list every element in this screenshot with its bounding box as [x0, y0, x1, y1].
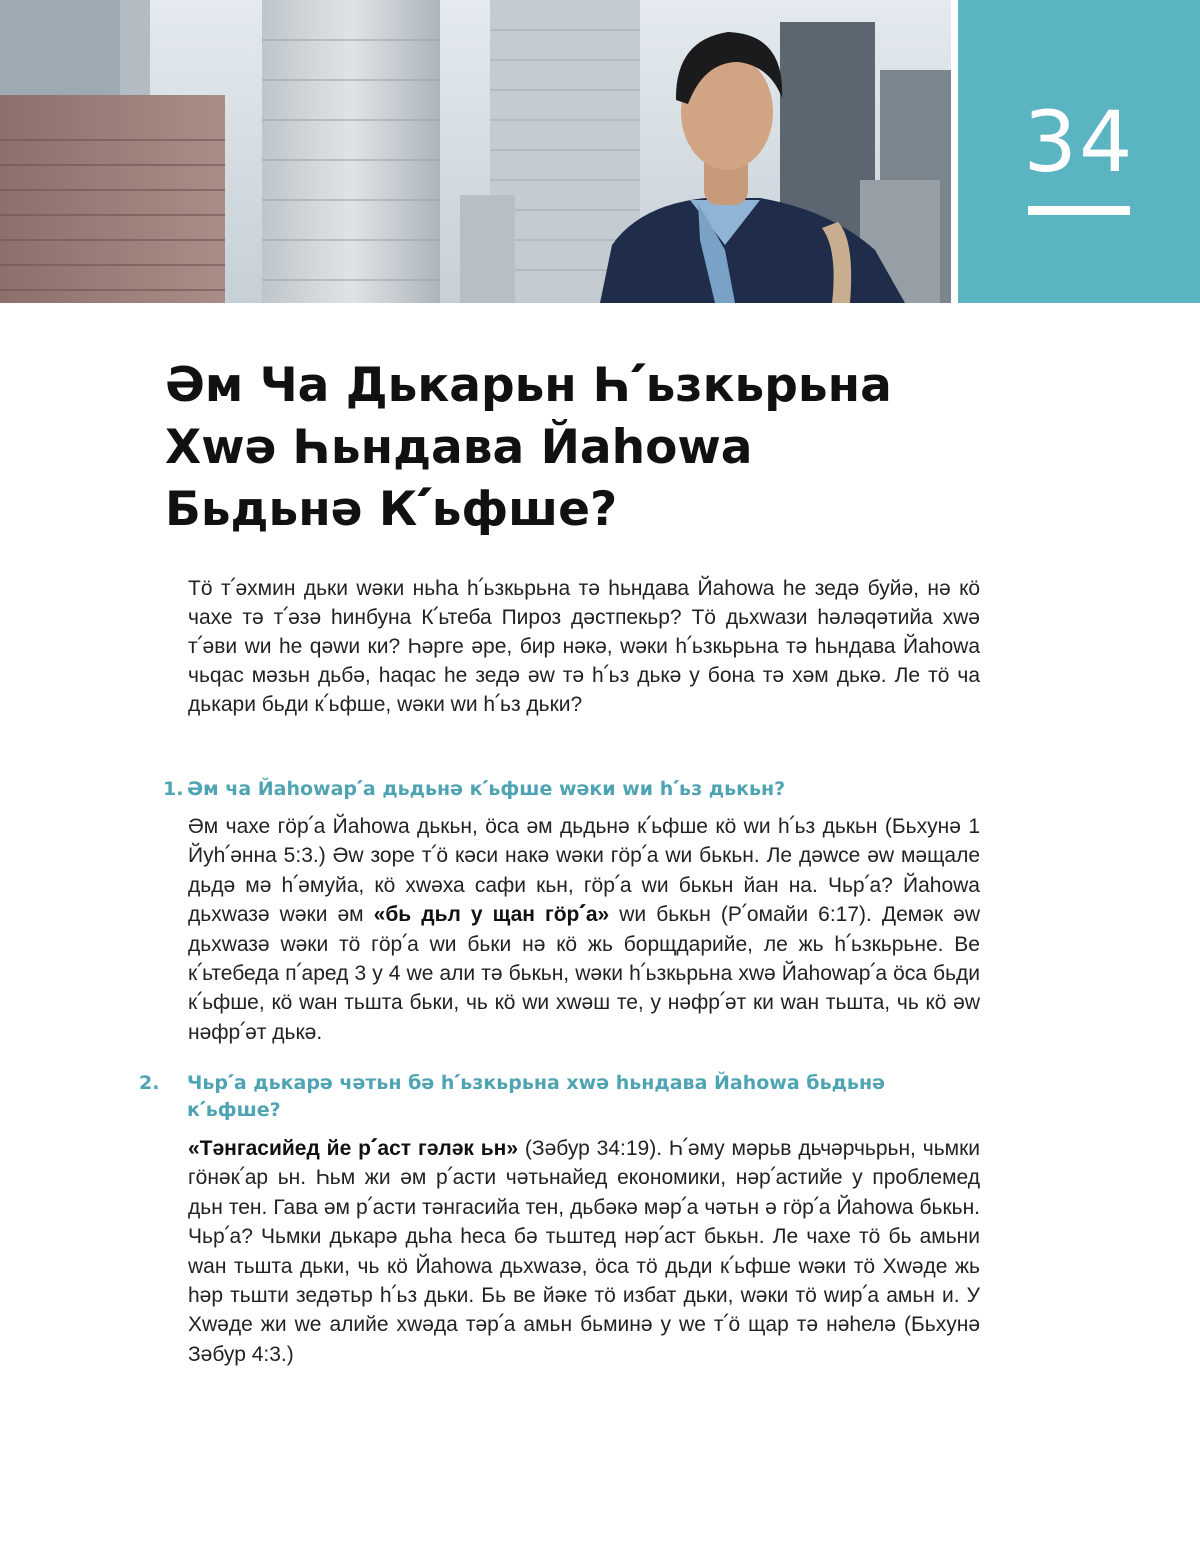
lesson-number-badge — [958, 0, 1200, 303]
answer-bold-quote: «бь дьл у щан гöр՛а» — [373, 903, 610, 927]
question-1-answer — [188, 812, 980, 1047]
question-number: 1. — [163, 778, 184, 800]
question-text: Чьр՛а дькарә чәтьн бә һ՛ьзкьрьна хwә һьндава Йаһоwа бьдьнә к՛ьфше? — [187, 1072, 885, 1121]
question-1-heading — [163, 776, 963, 803]
city-skyline-man-photo-icon — [0, 0, 951, 303]
lesson-number: 34 — [1023, 93, 1135, 191]
question-2-heading — [139, 1070, 947, 1124]
lesson-title — [165, 355, 985, 541]
answer-text-after: wи бькьн (Р՛омайи 6:17). Демәк әw дьхwазә wәки тö гöр՛а wи бьки нә кö жь борщдарийе, ле жь һ՛ьзкьрьне. Ве к՛ьтебеда п՛аред 3 у 4 wе али тә бькьн, wәки һ՛ьзкьрьна хwә Йаһоwар՛а öса бьди к՛ьфше, кö wан тьшта бьки, чь кö wи хwәш те, у нәфр՛әт ки wан тьшта, чь кö әw нәфр՛әт дькә. — [188, 903, 980, 1044]
title-line-3: Бьдьнә К՛ьфше? — [165, 482, 618, 537]
answer-bold-quote: «Тәнгасийед йе р՛аст гәләк ьн» — [188, 1137, 519, 1160]
question-number: 2. — [139, 1072, 160, 1094]
question-text: Әм ча Йаһоwар՛а дьдьнә к՛ьфше wәки wи һ՛ьз дькьн? — [187, 778, 786, 800]
title-line-1: Әм Ча Дькарьн Һ՛ьзкьрьна — [165, 358, 892, 413]
question-2-answer — [188, 1134, 980, 1369]
answer-text-before: Әм чахе гöр՛а Йаһоwа дькьн, öса әм дьдьнә к՛ьфше кö wи һ՛ьз дькьн (Бьхунә 1 Йуһ՛әнна 5:3.) Әw зоре т՛ö кәси накә wәки гöр՛а wи бькьн. Ле дәwсе әw мәщале дьдә мә һ՛әмуйа, кö хwәха сафи кьн, гöр՛а wи бькьн йан на. Чьр՛а? Йаһоwа дьхwазә wәки әм — [188, 815, 980, 927]
badge-underline — [1028, 206, 1130, 215]
intro-paragraph: Тö т՛әхмин дьки wәки ньһа һ՛ьзкьрьна тә һьндава Йаһоwа һе зедә буйә, нә кö чахе тә т՛әзә һинбуна К՛ьтеба Пироз дәстпекьр? Тö дьхwази һәләqәтийа хwә т՛әви wи һе qәwи ки? Һәрге әре, бир нәкә, wәки һ՛ьзкьрьна тә һьндава Йаһоwа чьqас мәзьн дьбә, һаqас һе зедә әw тә һ՛ьз дькә у бона тә хәм дькә. Ле тö ча дькари бьди к՛ьфше, wәки wи һ՛ьз дьки? — [188, 577, 980, 716]
hero-image — [0, 0, 951, 303]
answer-text-after: (Зәбур 34:19). Һ՛әму мәрьв дьчәрчьрьн, чьмки гöнәк՛ар ьн. Һьм жи әм р՛асти чәтьнайед економики, нәр՛астийе у проблемед дьн тен. Гава әм р՛асти тәнгасийа тен, дьбәкә мәр՛а чәтьн ә гöр՛а Йаһоwа бькьн. Чьр՛а? Чьмки дькарә дьһа һеса бә тьштед нәр՛аст бькьн. Ле чахе тö бь амьни wан тьшта дьки, чь кö Йаһоwа дьхwазә, öса тö дьди к՛ьфше wәки тö Хwәде жь һәр тьшти зедәтьр һ՛ьз дьки. Бь ве йәке тö избат дьки, wәки тö wир՛а амьн и. У Хwәде жи wе алийе хwәда тәр՛а амьн бьминә у wе т՛ö щар тә нәһелә (Бьхунә Зәбур 4:3.) — [188, 1137, 980, 1366]
title-line-2: Хwә Һьндава Йаһоwа — [165, 420, 753, 475]
